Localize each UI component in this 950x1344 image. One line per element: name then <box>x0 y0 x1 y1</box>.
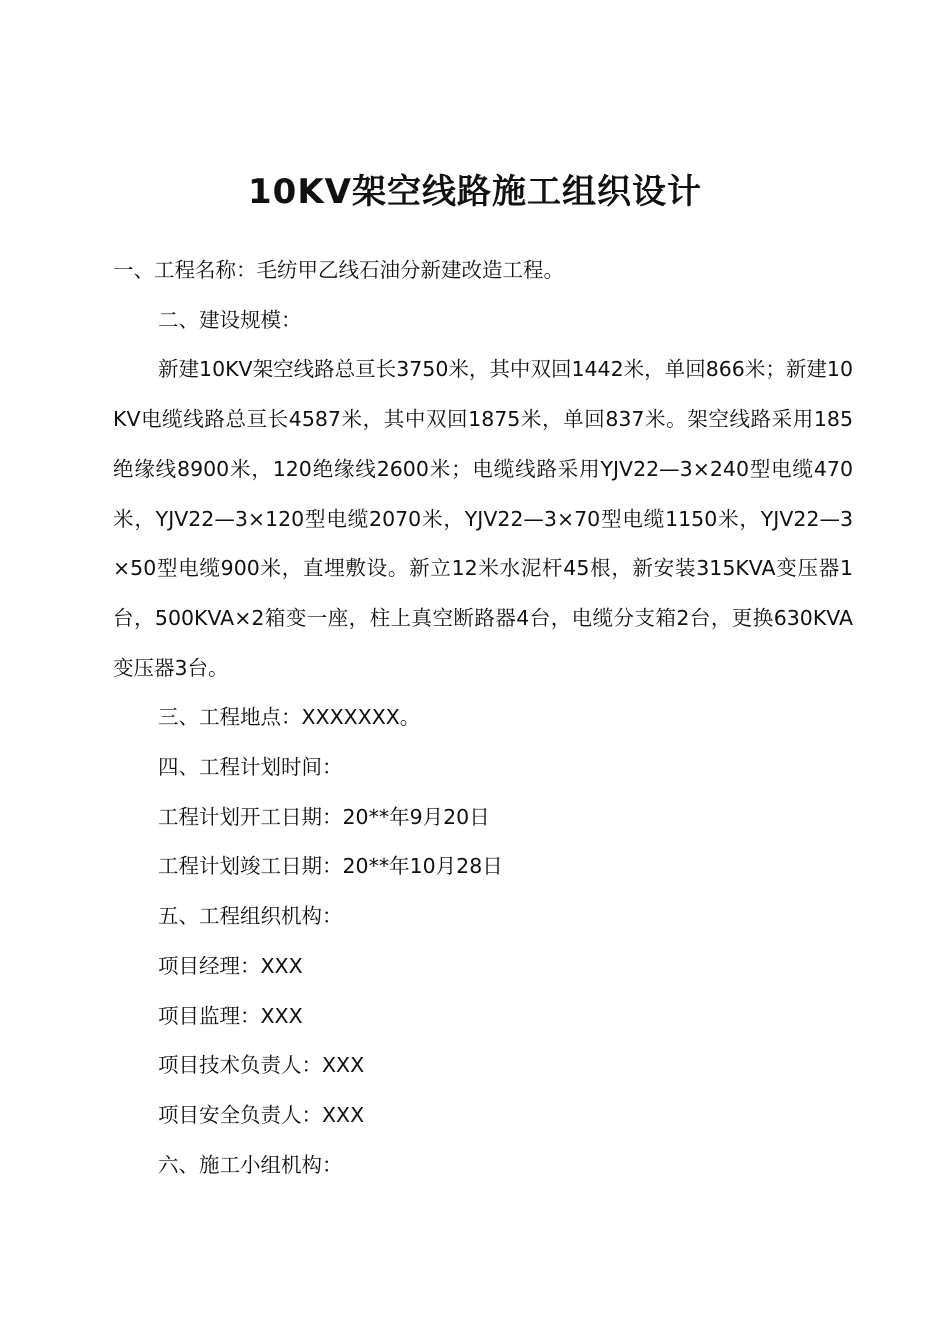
organization-heading: 五、工程组织机构： <box>158 904 343 929</box>
tech-lead-line: 项目技术负责人：XXX <box>158 1053 365 1078</box>
location-line: 三、工程地点：XXXXXXX。 <box>158 705 421 730</box>
start-date-line: 工程计划开工日期：20**年9月20日 <box>158 804 490 829</box>
document-body <box>113 246 853 1190</box>
document-title: 10KV架空线路施工组织设计 <box>248 172 702 212</box>
project-manager-line: 项目经理：XXX <box>158 953 303 978</box>
safety-lead-line: 项目安全负责人：XXX <box>158 1102 365 1127</box>
schedule-heading: 四、工程计划时间： <box>158 755 343 780</box>
project-supervisor-line: 项目监理：XXX <box>158 1003 303 1028</box>
project-name-line: 一、工程名称：毛纺甲乙线石油分新建改造工程。 <box>113 258 564 282</box>
scale-heading: 二、建设规模： <box>158 307 302 332</box>
end-date-line: 工程计划竣工日期：20**年10月28日 <box>158 854 503 879</box>
scale-paragraph: 新建10KV架空线路总亘长3750米，其中双回1442米，单回866米；新建10KV电缆线路总亘长4587米，其中双回1875米，单回837米。架空线路采用185绝缘线8900米，120绝缘线2600米；电缆线路采用YJV22—3×240型电缆470米，YJV22—3×120型电缆2070米，YJV22—3×70型电缆1150米，YJV22—3×50型电缆900米，直埋敷设。新立12米水泥杆45根，新安装315KVA变压器1台，500KVA×2箱变一座，柱上真空断路器4台，电缆分支箱2台，更换630KVA变压器3台。 <box>113 357 853 680</box>
construction-team-heading: 六、施工小组机构： <box>158 1152 343 1177</box>
